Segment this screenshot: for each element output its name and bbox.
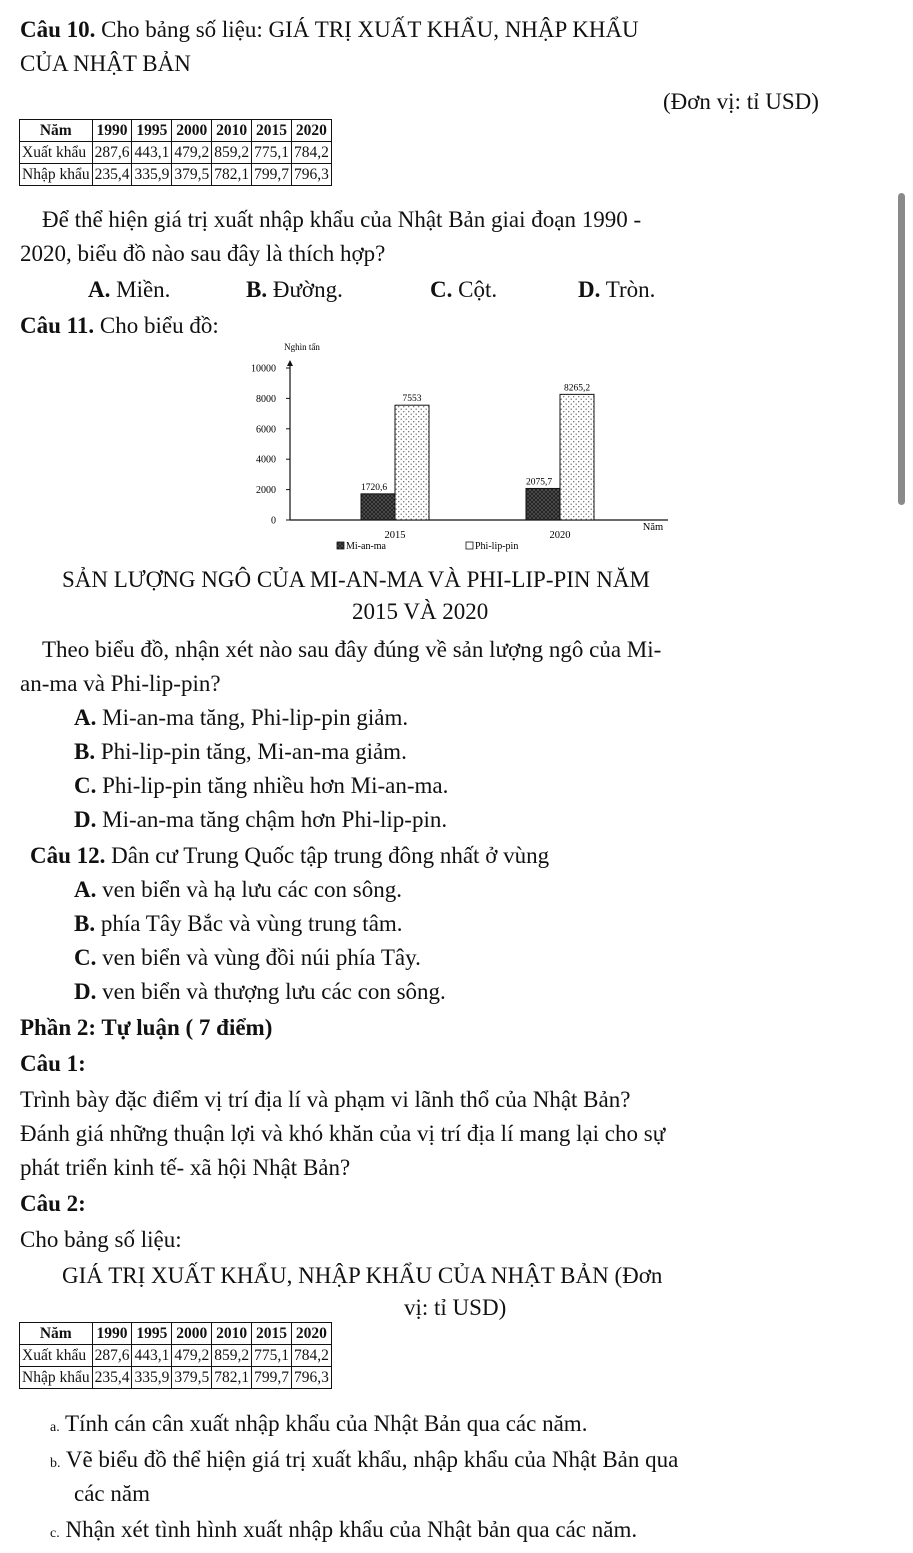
table-row-label: Xuất khẩu	[20, 142, 93, 164]
part2-c1-line3: phát triển kinh tế- xã hội Nhật Bản?	[20, 1155, 351, 1180]
table-cell: 782,1	[212, 164, 252, 186]
legend-label: Mi-an-ma	[346, 541, 386, 552]
table-header-cell: 1995	[132, 1323, 172, 1345]
table-row	[20, 142, 332, 164]
data-label: 2075,7	[525, 477, 553, 488]
table-header-cell: 1990	[92, 120, 132, 142]
q12-option-a[interactable]: A. ven biển và hạ lưu các con sông.	[74, 877, 402, 902]
q10-prompt-line2: 2020, biểu đồ nào sau đây là thích hợp?	[20, 241, 386, 266]
table-header-cell: Năm	[20, 120, 93, 142]
y-tick-label: 8000	[256, 393, 276, 405]
legend-swatch-phi-lip-pin	[466, 542, 473, 549]
table-header-cell: 1990	[92, 1323, 132, 1345]
table-cell: 379,5	[172, 164, 212, 186]
table-row-label: Nhập khẩu	[20, 164, 93, 186]
table-cell: 859,2	[212, 1345, 252, 1367]
bar-phi-lip-pin-2020	[560, 394, 594, 520]
data-label: 8265,2	[563, 383, 591, 394]
q10-prompt-line1: Để thể hiện giá trị xuất nhập khẩu của Nhật Bản giai đoạn 1990 -	[42, 207, 642, 232]
table-row-label: Xuất khẩu	[20, 1345, 93, 1367]
y-tick-label: 10000	[251, 363, 276, 375]
q11-prompt-line1: Theo biểu đồ, nhận xét nào sau đây đúng về sản lượng ngô của Mi-	[42, 637, 662, 662]
table-header-cell: 2010	[212, 120, 252, 142]
table-header-cell: 2015	[252, 120, 292, 142]
part2-c2-title: GIÁ TRỊ XUẤT KHẨU, NHẬP KHẨU CỦA NHẬT BẢN (Đơn	[62, 1263, 663, 1288]
table-cell: 782,1	[212, 1367, 252, 1389]
table-cell: 379,5	[172, 1367, 212, 1389]
part2-heading: Phần 2: Tự luận ( 7 điểm)	[20, 1015, 273, 1040]
table-cell: 443,1	[132, 142, 172, 164]
y-tick-label: 0	[271, 515, 276, 527]
q10-option-c[interactable]: C. Cột.	[430, 277, 498, 302]
q12-option-c[interactable]: C. ven biển và vùng đồi núi phía Tây.	[74, 945, 421, 970]
q10-unit: (Đơn vị: tỉ USD)	[663, 89, 819, 114]
part2-task-b: b. Vẽ biểu đồ thể hiện giá trị xuất khẩu, nhập khẩu của Nhật Bản qua	[50, 1447, 679, 1472]
legend-swatch-mi-an-ma	[337, 542, 344, 549]
table-cell: 287,6	[92, 142, 132, 164]
table-cell: 775,1	[252, 1345, 292, 1367]
table-header-cell: 1995	[132, 120, 172, 142]
q11-prompt-line2: an-ma và Phi-lip-pin?	[20, 671, 221, 696]
table-row	[20, 1367, 332, 1389]
q12-option-b[interactable]: B. phía Tây Bắc và vùng trung tâm.	[74, 911, 403, 936]
table-cell: 796,3	[291, 164, 331, 186]
table-cell: 859,2	[212, 142, 252, 164]
table-cell: 235,4	[92, 164, 132, 186]
x-tick-label: 2020	[549, 530, 571, 541]
table-cell: 335,9	[132, 164, 172, 186]
trade-table-2	[19, 1322, 332, 1389]
table-row	[20, 1345, 332, 1367]
y-axis-label: Nghìn tấn	[284, 342, 320, 352]
table-header-cell: 2000	[172, 1323, 212, 1345]
q10-option-d[interactable]: D. Tròn.	[578, 277, 656, 302]
trade-table-1	[19, 119, 332, 186]
q10-title-line2: CỦA NHẬT BẢN	[20, 51, 191, 76]
q11-chart-title-line2: 2015 VÀ 2020	[352, 599, 489, 624]
table-cell: 235,4	[92, 1367, 132, 1389]
data-label: 7553	[402, 394, 422, 405]
x-axis-label: Năm	[642, 522, 664, 533]
table-cell: 799,7	[252, 164, 292, 186]
bar-phi-lip-pin-2015	[395, 405, 429, 520]
vertical-scrollbar[interactable]	[898, 193, 905, 505]
table-header-cell: 2000	[172, 120, 212, 142]
part2-task-b-line2: các năm	[74, 1481, 150, 1506]
q11-title: Câu 11. Cho biểu đồ:	[20, 313, 219, 338]
y-axis-arrow	[287, 360, 293, 366]
part2-c1-line1: Trình bày đặc điểm vị trí địa lí và phạm vi lãnh thổ của Nhật Bản?	[20, 1087, 631, 1112]
q11-option-a[interactable]: A. Mi-an-ma tăng, Phi-lip-pin giảm.	[74, 705, 409, 730]
part2-c2-unit: vị: tỉ USD)	[404, 1295, 507, 1320]
table-header-row	[20, 1323, 332, 1345]
q10-option-b[interactable]: B. Đường.	[246, 277, 343, 302]
q12-option-d[interactable]: D. ven biển và thượng lưu các con sông.	[74, 979, 446, 1004]
part2-task-a: a. Tính cán cân xuất nhập khẩu của Nhật Bản qua các năm.	[50, 1411, 588, 1436]
y-tick-label: 2000	[256, 485, 276, 497]
part2-c1-label: Câu 1:	[20, 1051, 86, 1076]
table-cell: 443,1	[132, 1345, 172, 1367]
bar-mi-an-ma-2020	[526, 488, 560, 520]
y-tick-label: 6000	[256, 424, 276, 436]
q11-option-c[interactable]: C. Phi-lip-pin tăng nhiều hơn Mi-an-ma.	[74, 773, 449, 798]
part2-task-c: c. Nhận xét tình hình xuất nhập khẩu của Nhật bản qua các năm.	[50, 1517, 638, 1542]
table-header-cell: 2010	[212, 1323, 252, 1345]
table-header-cell: 2020	[291, 120, 331, 142]
legend-label: Phi-lip-pin	[475, 541, 519, 552]
table-cell: 479,2	[172, 142, 212, 164]
corn-production-chart	[220, 338, 700, 562]
table-cell: 796,3	[291, 1367, 331, 1389]
q11-option-d[interactable]: D. Mi-an-ma tăng chậm hơn Phi-lip-pin.	[74, 807, 448, 832]
q12-title: Câu 12. Dân cư Trung Quốc tập trung đông nhất ở vùng	[30, 843, 550, 868]
table-header-row	[20, 120, 332, 142]
q11-chart-title-line1: SẢN LƯỢNG NGÔ CỦA MI-AN-MA VÀ PHI-LIP-PIN NĂM	[62, 567, 650, 592]
table-cell: 479,2	[172, 1345, 212, 1367]
table-cell: 287,6	[92, 1345, 132, 1367]
data-label: 1720,6	[360, 482, 388, 493]
q10-option-a[interactable]: A. Miền.	[88, 277, 171, 302]
table-cell: 799,7	[252, 1367, 292, 1389]
table-header-cell: 2015	[252, 1323, 292, 1345]
bar-mi-an-ma-2015	[361, 494, 395, 520]
part2-c1-line2: Đánh giá những thuận lợi và khó khăn của vị trí địa lí mang lại cho sự	[20, 1121, 666, 1146]
table-row-label: Nhập khẩu	[20, 1367, 93, 1389]
x-tick-label: 2015	[384, 530, 406, 541]
table-header-cell: 2020	[291, 1323, 331, 1345]
part2-c2-label: Câu 2:	[20, 1191, 86, 1216]
table-cell: 335,9	[132, 1367, 172, 1389]
table-header-cell: Năm	[20, 1323, 93, 1345]
table-row	[20, 164, 332, 186]
table-cell: 784,2	[291, 1345, 331, 1367]
part2-c2-intro: Cho bảng số liệu:	[20, 1227, 182, 1252]
q10-title: Câu 10. Cho bảng số liệu: GIÁ TRỊ XUẤT KHẨU, NHẬP KHẨU	[20, 17, 639, 42]
q11-option-b[interactable]: B. Phi-lip-pin tăng, Mi-an-ma giảm.	[74, 739, 407, 764]
table-cell: 784,2	[291, 142, 331, 164]
y-tick-label: 4000	[256, 454, 276, 466]
table-cell: 775,1	[252, 142, 292, 164]
